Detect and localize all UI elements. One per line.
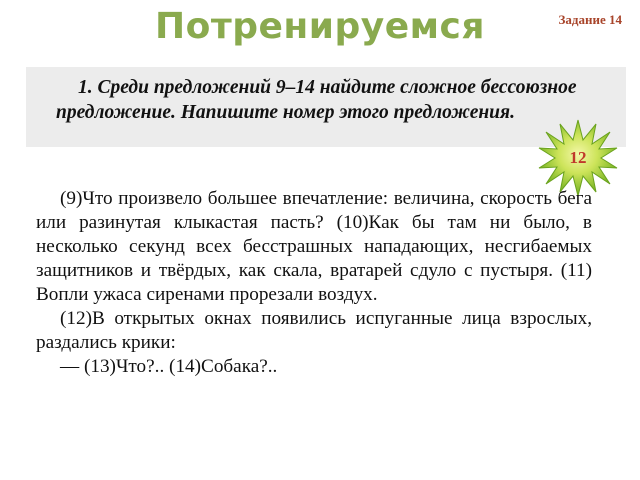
answer-badge[interactable] [538,118,618,198]
passage-paragraph: (9)Что произвело большее впечатление: величина, скорость бега или разинутая клыкастая пасть? (10)Как бы там ни было, в несколько секунд всех бесстрашных нападающих, несгибаемых защитников и твёрдых, как скала, вратарей сдуло с пустыря. (11) Вопли ужаса сиренами прорезали воздух. [36,188,592,305]
question-box [26,67,626,147]
answer-value: 12 [569,148,587,167]
passage-text [36,187,592,379]
passage-paragraph: (12)В открытых окнах появились испуганные лица взрослых, раздались крики: [36,308,592,353]
passage-paragraph: — (13)Что?.. (14)Собака?.. [60,356,278,377]
question-text: 1. Среди предложений 9–14 найдите сложное бессоюзное предложение. Напишите номер этого предложения. [56,77,577,123]
task-label: Задание 14 [558,12,622,27]
page-title: Потренируемся [154,6,486,47]
